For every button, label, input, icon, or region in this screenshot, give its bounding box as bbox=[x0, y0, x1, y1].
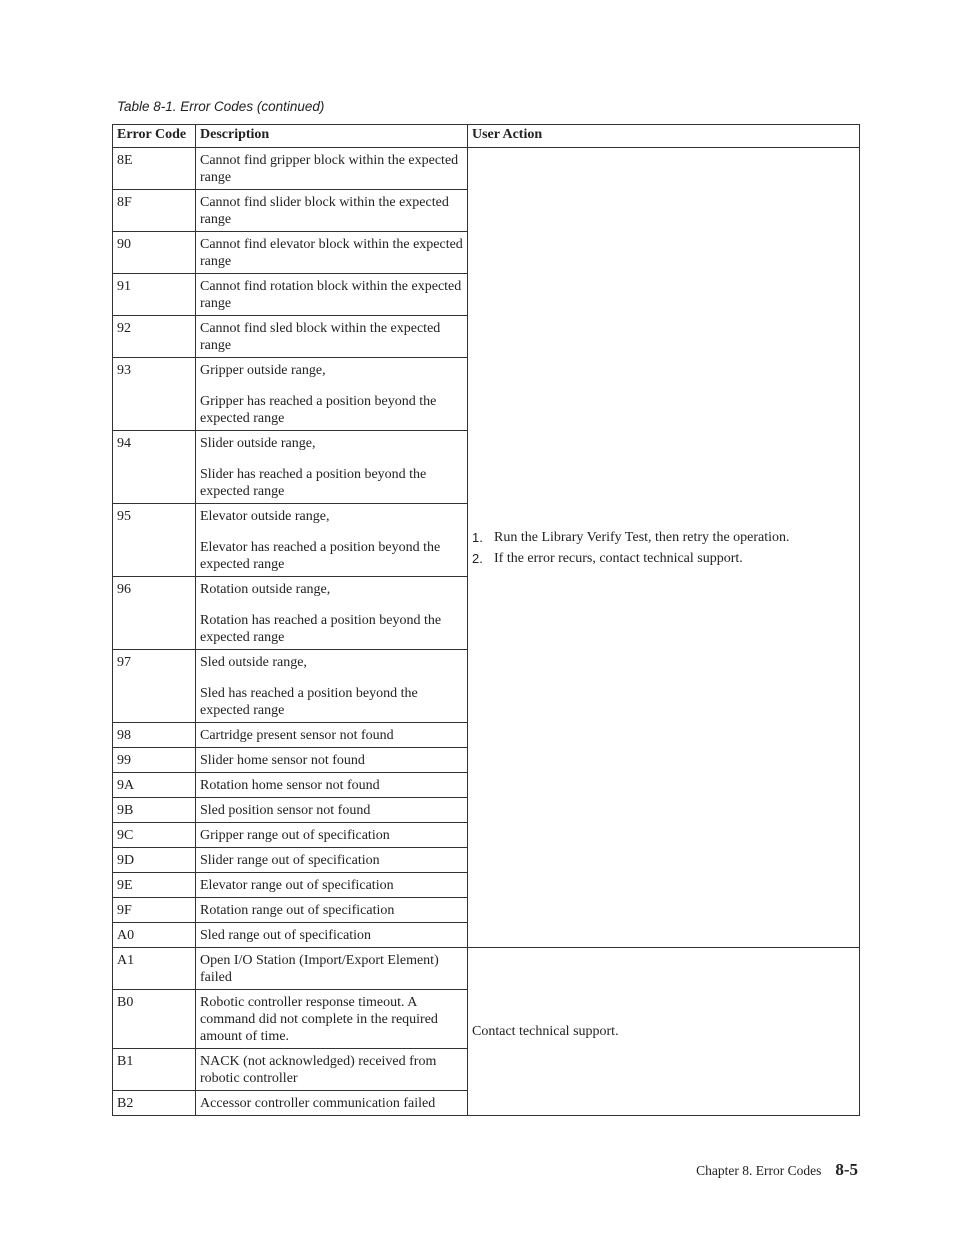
action-step bbox=[472, 548, 855, 569]
description-text: Cannot find rotation block within the expected range bbox=[200, 279, 462, 311]
table-caption: Table 8-1. Error Codes (continued) bbox=[117, 99, 325, 114]
error-code-cell: 96 bbox=[113, 577, 196, 650]
description-cell bbox=[196, 358, 468, 431]
description-text: Cannot find elevator block within the expected range bbox=[200, 237, 463, 269]
description-text: Rotation outside range, bbox=[200, 582, 331, 597]
description-text: Cartridge present sensor not found bbox=[200, 728, 394, 743]
description-text: Slider home sensor not found bbox=[200, 753, 365, 768]
description-text: NACK (not acknowledged) received from robotic controller bbox=[200, 1054, 437, 1086]
description-cell bbox=[196, 1091, 468, 1116]
description-text: Rotation home sensor not found bbox=[200, 778, 380, 793]
error-code-cell: 9E bbox=[113, 873, 196, 898]
description-text: Sled outside range, bbox=[200, 655, 307, 670]
description-cell bbox=[196, 948, 468, 990]
description-cell bbox=[196, 723, 468, 748]
error-code-cell: A1 bbox=[113, 948, 196, 990]
step-text: Run the Library Verify Test, then retry the operation. bbox=[494, 529, 790, 545]
error-code-cell: 94 bbox=[113, 431, 196, 504]
error-code-cell: B2 bbox=[113, 1091, 196, 1116]
description-text: Robotic controller response timeout. A command did not complete in the required amount of time. bbox=[200, 995, 438, 1044]
error-code-cell: 9C bbox=[113, 823, 196, 848]
header-description: Description bbox=[196, 125, 468, 148]
user-action-cell bbox=[468, 148, 860, 948]
step-text: If the error recurs, contact technical support. bbox=[494, 550, 743, 566]
user-action-cell bbox=[468, 948, 860, 1116]
description-text: Gripper outside range, bbox=[200, 363, 326, 378]
description-detail: Slider has reached a position beyond the expected range bbox=[200, 467, 427, 499]
error-code-cell: 92 bbox=[113, 316, 196, 358]
description-cell bbox=[196, 990, 468, 1049]
description-text: Cannot find slider block within the expected range bbox=[200, 195, 449, 227]
action-steps-list bbox=[472, 527, 855, 569]
description-text: Sled position sensor not found bbox=[200, 803, 371, 818]
description-cell bbox=[196, 848, 468, 873]
chapter-label: Chapter 8. Error Codes bbox=[696, 1163, 822, 1178]
description-cell bbox=[196, 873, 468, 898]
error-code-cell: 9D bbox=[113, 848, 196, 873]
description-text: Sled range out of specification bbox=[200, 928, 372, 943]
error-code-cell: 9B bbox=[113, 798, 196, 823]
error-code-cell: B1 bbox=[113, 1049, 196, 1091]
error-code-cell: 8F bbox=[113, 190, 196, 232]
table-header-row bbox=[113, 125, 860, 148]
description-text: Gripper range out of specification bbox=[200, 828, 390, 843]
description-text: Open I/O Station (Import/Export Element) failed bbox=[200, 953, 439, 985]
description-cell bbox=[196, 823, 468, 848]
description-cell bbox=[196, 798, 468, 823]
page-footer bbox=[696, 1160, 858, 1180]
description-detail: Gripper has reached a position beyond the expected range bbox=[200, 394, 437, 426]
description-text: Elevator outside range, bbox=[200, 509, 330, 524]
description-cell bbox=[196, 898, 468, 923]
error-code-cell: 95 bbox=[113, 504, 196, 577]
description-cell bbox=[196, 431, 468, 504]
action-step bbox=[472, 527, 855, 548]
description-text: Slider outside range, bbox=[200, 436, 316, 451]
description-text: Cannot find sled block within the expected range bbox=[200, 321, 441, 353]
description-cell bbox=[196, 148, 468, 190]
description-text: Rotation range out of specification bbox=[200, 903, 395, 918]
error-code-cell: 99 bbox=[113, 748, 196, 773]
error-code-cell: 90 bbox=[113, 232, 196, 274]
error-code-cell: 93 bbox=[113, 358, 196, 431]
description-cell bbox=[196, 748, 468, 773]
description-cell bbox=[196, 577, 468, 650]
error-code-cell: B0 bbox=[113, 990, 196, 1049]
description-text: Elevator range out of specification bbox=[200, 878, 394, 893]
header-error-code: Error Code bbox=[113, 125, 196, 148]
description-cell bbox=[196, 274, 468, 316]
table-row bbox=[113, 948, 860, 990]
description-cell bbox=[196, 190, 468, 232]
error-code-cell: A0 bbox=[113, 923, 196, 948]
description-cell bbox=[196, 504, 468, 577]
page-number: 8-5 bbox=[835, 1160, 858, 1179]
error-code-cell: 9A bbox=[113, 773, 196, 798]
description-detail: Elevator has reached a position beyond the expected range bbox=[200, 540, 441, 572]
description-cell bbox=[196, 923, 468, 948]
description-cell bbox=[196, 773, 468, 798]
description-detail: Rotation has reached a position beyond the expected range bbox=[200, 613, 442, 645]
description-cell bbox=[196, 1049, 468, 1091]
step-number: 2. bbox=[472, 550, 483, 566]
description-detail: Sled has reached a position beyond the expected range bbox=[200, 686, 418, 718]
description-text: Slider range out of specification bbox=[200, 853, 380, 868]
table-row bbox=[113, 148, 860, 190]
description-text: Cannot find gripper block within the expected range bbox=[200, 153, 459, 185]
error-code-cell: 9F bbox=[113, 898, 196, 923]
error-code-cell: 91 bbox=[113, 274, 196, 316]
error-code-cell: 8E bbox=[113, 148, 196, 190]
action-text: Contact technical support. bbox=[472, 1024, 619, 1039]
description-text: Accessor controller communication failed bbox=[200, 1096, 436, 1111]
error-code-cell: 97 bbox=[113, 650, 196, 723]
error-codes-table bbox=[112, 124, 860, 1116]
description-cell bbox=[196, 316, 468, 358]
step-number: 1. bbox=[472, 529, 483, 545]
error-code-cell: 98 bbox=[113, 723, 196, 748]
description-cell bbox=[196, 232, 468, 274]
header-user-action: User Action bbox=[468, 125, 860, 148]
description-cell bbox=[196, 650, 468, 723]
